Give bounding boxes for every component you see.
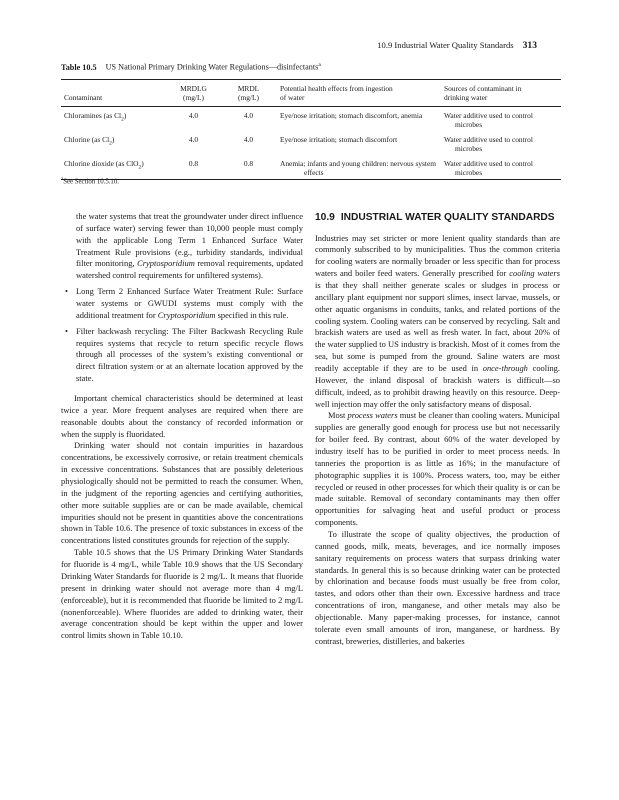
paragraph: To illustrate the scope of quality objectives, the production of canned goods, milk, meats, beverages, and ice normally imposes sanitary requirements on process waters that surpass drinking water standards. In general this is so because drinking water can be protected by chlorination and because foods must usually be free from color, tastes, and odors other than their own. Excessive hardness and trace concentrations of iron, manganese, and other metals may also be objectionable. Many paper-making processes, for instance, cannot tolerate even small amounts of iron, manganese, or hardness. By contrast, breweries, distilleries, and bakeries [315, 528, 560, 646]
list-item: • Filter backwash recycling: The Filter Backwash Recycling Rule requires systems that recycle to return specific recycle flows through all processes of the system’s existing conventional or direct filtration system or at an alternate location approved by the state. [65, 325, 303, 384]
table-caption-note-mark: a [318, 62, 321, 68]
cell-contaminant: Chlorine dioxide (as ClO$_2$) [64, 158, 144, 171]
page-number: 313 [522, 40, 537, 51]
table-header-row [61, 80, 561, 107]
footnote-text: See Section 10.5.10. [63, 178, 119, 186]
cell-health-effects: Eye/nose irritation; stomach discomfort, anemia [280, 110, 423, 120]
paragraph: Most process waters must be cleaner than cooling waters. Municipal supplies are generally good enough for process use but not necessarily for boiler feed. By contrast, about 60% of the water developed by industry itself has to be purified in order to meet process needs. In tanneries the proportion is as little as 16%; in the manufacture of photographic supplies it is 100%. Process waters, too, may be either recycled or reused in other processes for which their quality is or can be made suitable. Removal of secondary contaminants may then offer opportunities for salvaging heat and useful product or process components. [315, 410, 561, 528]
cell-mrdlg: 0.8 [188, 158, 199, 168]
bullet-icon: • [65, 325, 68, 336]
list-continuation: the water systems that treat the groundwater under direct influence of surface water) serving fewer than 10,000 people must comply with the applicable Long Term 1 Enhanced Surface Water Treatment Rule provisions (e.g., turbidity standards, individual filter monitoring, Cryptosporidium removal requirements, updated watershed control requirements for unfiltered systems). [76, 211, 303, 281]
table-caption [61, 62, 321, 72]
cell-health-effects: Eye/nose irritation; stomach discomfort [280, 134, 398, 144]
cell-mrdlg: 4.0 [188, 134, 199, 144]
cell-mrdl: 4.0 [243, 110, 254, 120]
table-label: Table 10.5 [61, 62, 97, 72]
cell-sources: Water additive used to control microbes [444, 158, 533, 178]
right-column [315, 211, 560, 648]
paragraph: Industries may set stricter or more lenient quality standards than are commonly subscribed to by municipalities. Thus the common criteria for cooling waters are normally broader or less specific than for process waters and boiler feed waters. Generally prescribed for cooling waters is that they shall neither generate scales or sludges in process or ancillary plant equipment nor support slimes, insect larvae, mussels, or other aquatic organisms in conduits, tanks, and related portions of the cooling system. Cooling waters can be conserved by recycling. Salt and brackish waters are used as well as fresh water. In fact, about 20% of the water supplied to US industry is brackish. Most of it comes from the sea, but some is pumped from the ground. Saline waters are most readily acceptable if they are to be used in once-through cooling. However, the inland disposal of brackish waters is difficult—so difficult, indeed, as to prohibit drawing heavily on this resource. Deep-well injection may offer the only satisfactory means of disposal. [315, 232, 560, 409]
running-head [377, 40, 537, 51]
table-row [61, 155, 561, 179]
cell-contaminant: Chlorine (as $Cl_2$) [64, 134, 115, 147]
section-title: INDUSTRIAL WATER QUALITY STANDARDS [340, 212, 555, 223]
section-heading [315, 212, 560, 225]
cell-contaminant: Chloramines (as $Cl_2$) [64, 110, 127, 123]
header-sources: Sources of contaminant in drinking water [444, 84, 522, 103]
table-caption-text: US National Primary Drinking Water Regulations—disinfectants [105, 62, 319, 72]
list-item: • Long Term 2 Enhanced Surface Water Treatment Rule: Surface water systems or GWUDI systems must comply with the additional treatment for Cryptosporidium specified in this rule. [65, 286, 303, 320]
bullet-icon: • [65, 286, 68, 297]
table-row [61, 106, 561, 130]
cell-sources: Water additive used to control microbes [444, 134, 533, 154]
footnote-mark: a [61, 177, 64, 182]
running-head-title: 10.9 Industrial Water Quality Standards [377, 40, 514, 50]
header-contaminant: Contaminant [64, 93, 103, 103]
header-health-effects: Potential health effects from ingestion of water [280, 84, 393, 103]
header-mrdl: MRDL (mg/L) [237, 84, 260, 103]
header-mrdlg: MRDLG (mg/L) [180, 84, 207, 103]
cell-mrdlg: 4.0 [188, 110, 199, 120]
cell-health-effects: Anemia; infants and young children: nervous system effects [280, 158, 436, 178]
cell-mrdl: 0.8 [243, 158, 254, 168]
section-number: 10.9 [315, 212, 335, 223]
paragraph: Important chemical characteristics should be determined at least twice a year. More frequent analyses are required when there are reasonable doubts about the constancy of recorded information or when the supply is fluoridated. [61, 393, 303, 439]
cell-sources: Water additive used to control microbes [444, 110, 533, 130]
paragraph: Table 10.5 shows that the US Primary Drinking Water Standards for fluoride is 4 mg/L, while Table 10.9 shows that the US Secondary Drinking Water Standards for fluoride is 2 mg/L. It means that fluoride present in drinking water should not average more than 4 mg/L (enforceable), but it is recommended that fluoride be limited to 2 mg/L (nonenforceable). Where fluorides are added to drinking water, their average concentration should be kept within the upper and lower control limits shown in Table 10.10. [61, 547, 303, 641]
paragraph: Drinking water should not contain impurities in hazardous concentrations, be excessively corrosive, or retain treatment chemicals in excessive concentrations. Substances that are possibly deleterious physiologically should not be permitted to reach the consumer. When, in the judgment of the reporting agencies and certifying authorities, other more suitable supplies are or can be made available, chemical impurities should not be present in quantities above the concentrations shown in Table 10.6. The presence of toxic substances in excess of the concentrations listed constitutes grounds for rejection of the supply. [61, 440, 303, 546]
disinfectants-table [61, 79, 561, 180]
table-footnote [61, 177, 119, 185]
cell-mrdl: 4.0 [243, 134, 254, 144]
left-column [61, 211, 303, 642]
table-row [61, 131, 561, 155]
